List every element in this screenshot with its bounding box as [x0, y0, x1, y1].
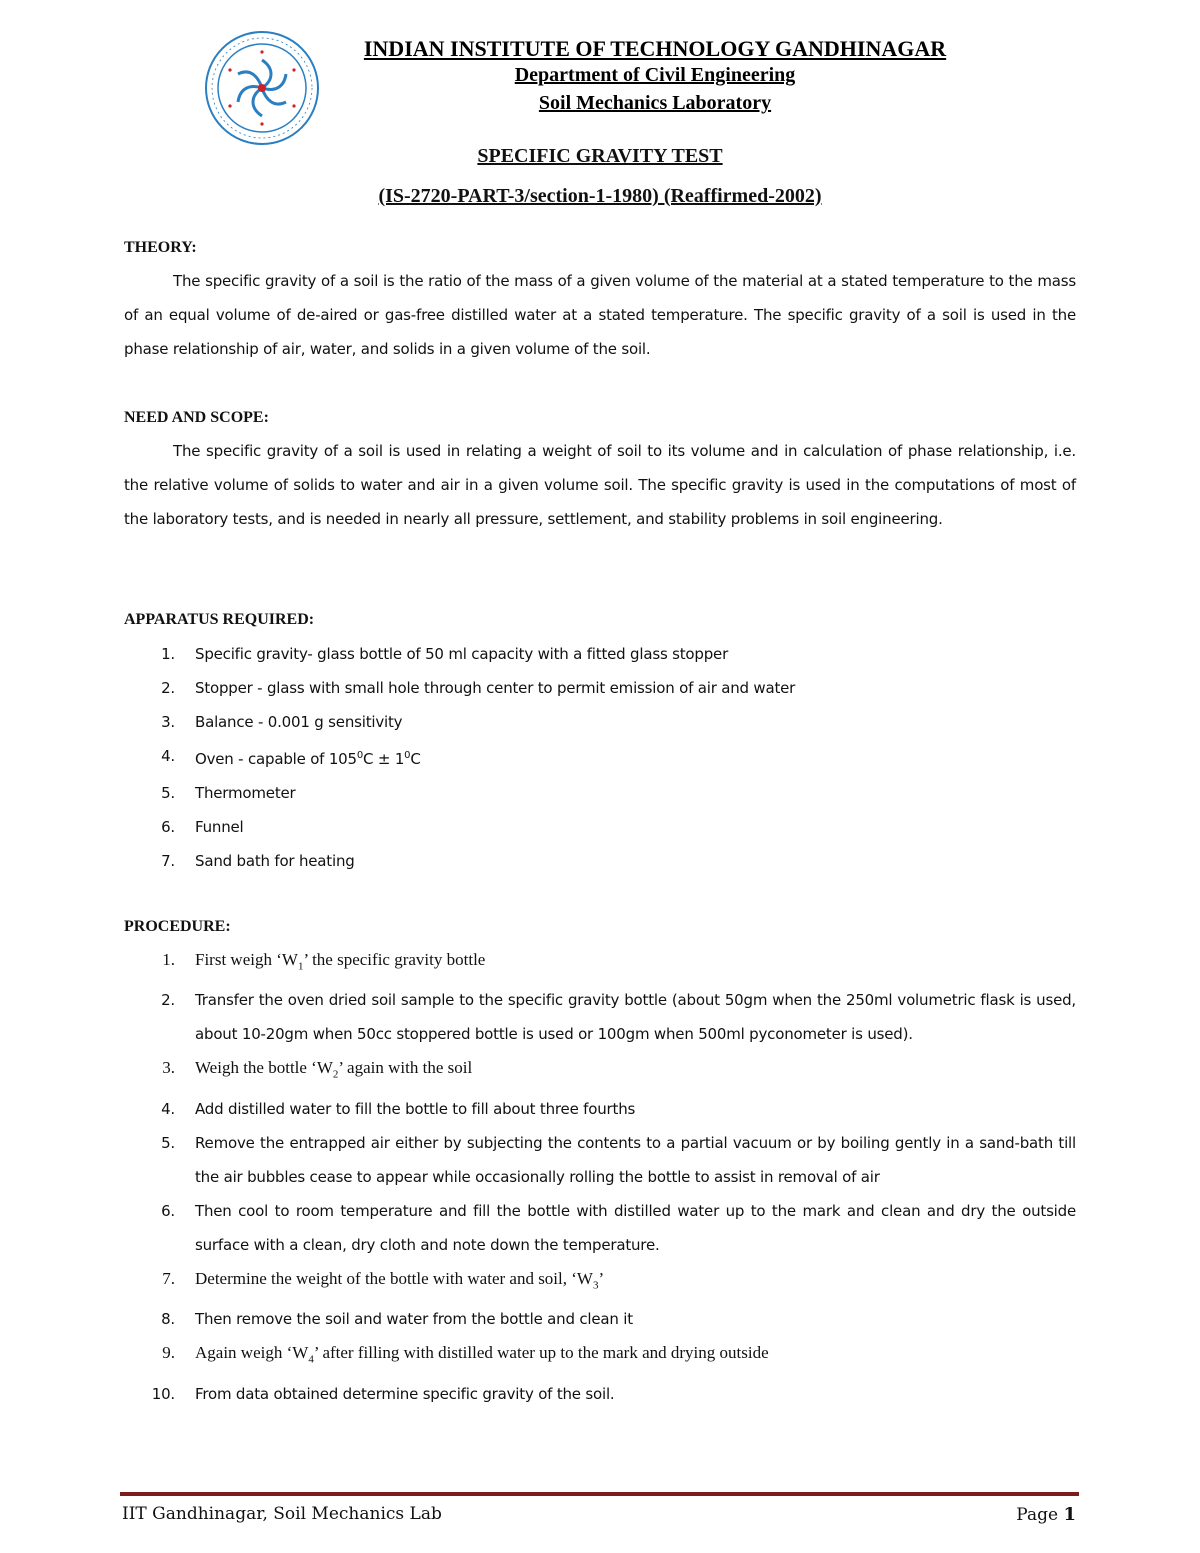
footer-divider: [120, 1492, 1079, 1496]
department-name: Department of Civil Engineering: [514, 64, 796, 86]
footer-left-text: IIT Gandhinagar, Soil Mechanics Lab: [122, 1504, 442, 1524]
list-item: 4. Add distilled water to fill the bottle to fill about three fourths: [161, 1099, 636, 1118]
list-item: 9. Again weigh ‘$W_4$’ after filling with distilled water up to the mark and drying outside: [162, 1343, 769, 1366]
list-item: 8. Then remove the soil and water from the bottle and clean it: [161, 1310, 633, 1329]
procedure-heading: PROCEDURE:: [124, 918, 231, 935]
page-title: SPECIFIC GRAVITY TEST: [477, 145, 723, 167]
list-item: 10. From data obtained determine specific gravity of the soil.: [151, 1384, 615, 1403]
list-item: 4. Oven - capable of $105^0C \pm 1^0C$: [161, 747, 421, 768]
iit-gandhinagar-logo: [204, 30, 320, 146]
list-item: 2. Stopper - glass with small hole through center to permit emission of air and water: [161, 679, 796, 697]
list-item: 7. Determine the weight of the bottle with water and soil, ‘$W_3$’: [162, 1268, 605, 1292]
institute-name: INDIAN INSTITUTE OF TECHNOLOGY GANDHINAGAR: [363, 36, 947, 61]
list-item: 7. Sand bath for heating: [161, 852, 355, 870]
page-number: Page 1: [1016, 1504, 1076, 1525]
list-item: 6. Funnel: [161, 818, 244, 836]
apparatus-heading: APPARATUS REQUIRED:: [124, 611, 315, 628]
list-item: 3. Balance - 0.001 g sensitivity: [161, 713, 403, 731]
list-item: 2. Transfer the oven dried soil sample to the specific gravity bottle (about 50gm when the 250ml volumetric flask is used, about 10-20gm when 50cc stoppered bottle is used or 100gm when 500ml pyconometer is used).: [161, 991, 1076, 1044]
standard-reference: (IS-2720-PART-3/section-1-1980) (Reaffirmed-2002): [378, 185, 822, 207]
lab-name: Soil Mechanics Laboratory: [538, 92, 772, 114]
list-item: 5. Thermometer: [161, 784, 296, 802]
theory-paragraph: The specific gravity of a soil is the ratio of the mass of a given volume of the material at a stated temperature to the mass of an equal volume of de-aired or gas-free distilled water at a stated temperature. The specific gravity of a soil is used in the phase relationship of air, water, and solids in a given volume of the soil.: [124, 272, 1076, 358]
list-item: 1. Specific gravity- glass bottle of 50 ml capacity with a fitted glass stopper: [161, 645, 729, 663]
need-scope-heading: NEED AND SCOPE:: [124, 409, 269, 426]
need-scope-paragraph: The specific gravity of a soil is used in relating a weight of soil to its volume and in calculation of phase relationship, i.e. the relative volume of solids to water and air in a given volume soil. The specific gravity is used in the computations of most of the laboratory tests, and is needed in nearly all pressure, settlement, and stability problems in soil engineering.: [124, 442, 1076, 528]
procedure-list: [124, 943, 1076, 1411]
list-item: 1. First weigh ‘$W_1$’ the specific gravity bottle: [162, 950, 486, 973]
list-item: 3. Weigh the bottle ‘$W_2$’ again with the soil: [162, 1058, 473, 1081]
apparatus-list: [124, 637, 1076, 878]
list-item: 5. Remove the entrapped air either by subjecting the contents to a partial vacuum or by boiling gently in a sand-bath till the air bubbles cease to appear while occasionally rolling the bottle to assist in removal of air: [161, 1133, 1076, 1186]
theory-heading: THEORY:: [124, 239, 197, 256]
list-item: 6. Then cool to room temperature and fill the bottle with distilled water up to the mark and clean and dry the outside surface with a clean, dry cloth and note down the temperature.: [161, 1201, 1076, 1254]
